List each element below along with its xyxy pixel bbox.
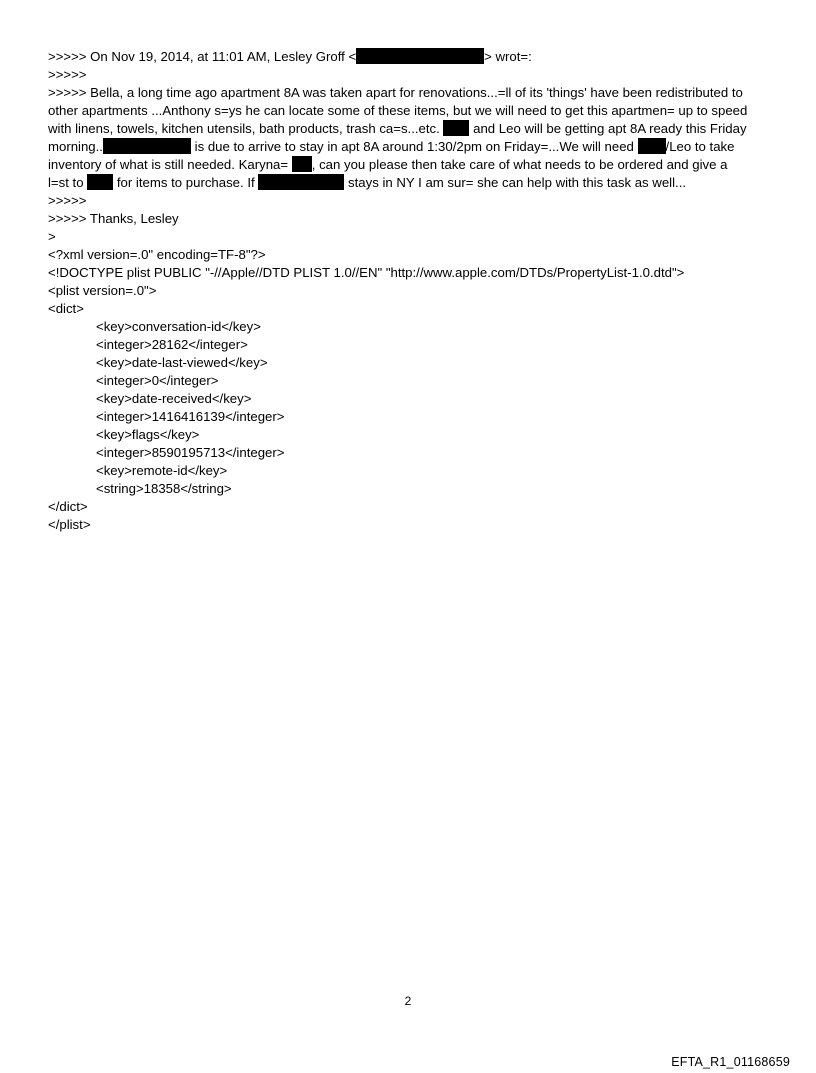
xml-declaration: <?xml version=.0" encoding=TF-8"?>	[48, 247, 266, 262]
page-number: 2	[404, 994, 412, 1008]
body-line-6-part-c: stays in NY I am sur= she can help with this task as well...	[344, 175, 687, 190]
redaction-box	[87, 174, 113, 190]
email-header-prefix: >>>>> On Nov 19, 2014, at 11:01 AM, Lesley Groff <	[48, 49, 357, 64]
body-line-6-part-a: l=st to	[48, 175, 88, 190]
body-line-5-part-a: inventory of what is still needed. Karyna=	[48, 157, 292, 172]
body-line-6-part-b: for items to purchase. If	[113, 175, 259, 190]
body-line-4-part-c: /Leo to take	[665, 139, 735, 154]
dict-close-tag: </dict>	[48, 499, 88, 514]
email-header-line	[48, 48, 778, 66]
plist-entry: <integer>28162</integer>	[96, 337, 248, 352]
quote-marker-line: >>>>>	[48, 193, 87, 208]
plist-entry: <key>flags</key>	[96, 427, 200, 442]
body-line-3-part-a: with linens, towels, kitchen utensils, bath products, trash ca=s...etc.	[48, 121, 444, 136]
redaction-box	[356, 48, 484, 64]
redaction-box	[292, 156, 312, 172]
body-line-1: >>>>> Bella, a long time ago apartment 8A was taken apart for renovations...=ll of its 'things' have been redistributed to	[48, 85, 743, 100]
plist-entry: <key>conversation-id</key>	[96, 319, 261, 334]
body-line-4	[48, 138, 778, 156]
body-line-5-part-b: , can you please then take care of what needs to be ordered and give a	[311, 157, 728, 172]
plist-doctype: <!DOCTYPE plist PUBLIC "-//Apple//DTD PLIST 1.0//EN" "http://www.apple.com/DTDs/PropertyList-1.0.dtd">	[48, 265, 685, 280]
plist-entry: <key>date-last-viewed</key>	[96, 355, 268, 370]
body-line-4-part-b: is due to arrive to stay in apt 8A around 1:30/2pm on Friday=...We will need	[190, 139, 638, 154]
dict-open-tag: <dict>	[48, 301, 84, 316]
body-line-3-part-b: and Leo will be getting apt 8A ready this Friday	[469, 121, 747, 136]
plist-close-tag: </plist>	[48, 517, 91, 532]
document-body	[48, 48, 778, 534]
body-line-6	[48, 174, 778, 192]
plist-entry: <string>18358</string>	[96, 481, 232, 496]
body-line-5	[48, 156, 778, 174]
body-line-3	[48, 120, 778, 138]
redaction-box	[443, 120, 469, 136]
plist-entry: <key>remote-id</key>	[96, 463, 228, 478]
bates-number: EFTA_R1_01168659	[671, 1055, 790, 1069]
end-quote-line: >	[48, 229, 56, 244]
redaction-box	[638, 138, 666, 154]
plist-entry: <integer>0</integer>	[96, 373, 219, 388]
plist-open-tag: <plist version=.0">	[48, 283, 157, 298]
plist-entry: <integer>8590195713</integer>	[96, 445, 285, 460]
redaction-box	[258, 174, 344, 190]
email-header-suffix: > wrot=:	[484, 49, 532, 64]
body-line-4-part-a: morning..	[48, 139, 103, 154]
plist-entry: <key>date-received</key>	[96, 391, 252, 406]
redaction-box	[103, 138, 191, 154]
plist-entry: <integer>1416416139</integer>	[96, 409, 285, 424]
quote-marker-line: >>>>>	[48, 67, 87, 82]
body-line-2: other apartments ...Anthony s=ys he can locate some of these items, but we will need to get this apartmen= up to speed	[48, 103, 748, 118]
signoff-line: >>>>> Thanks, Lesley	[48, 211, 179, 226]
